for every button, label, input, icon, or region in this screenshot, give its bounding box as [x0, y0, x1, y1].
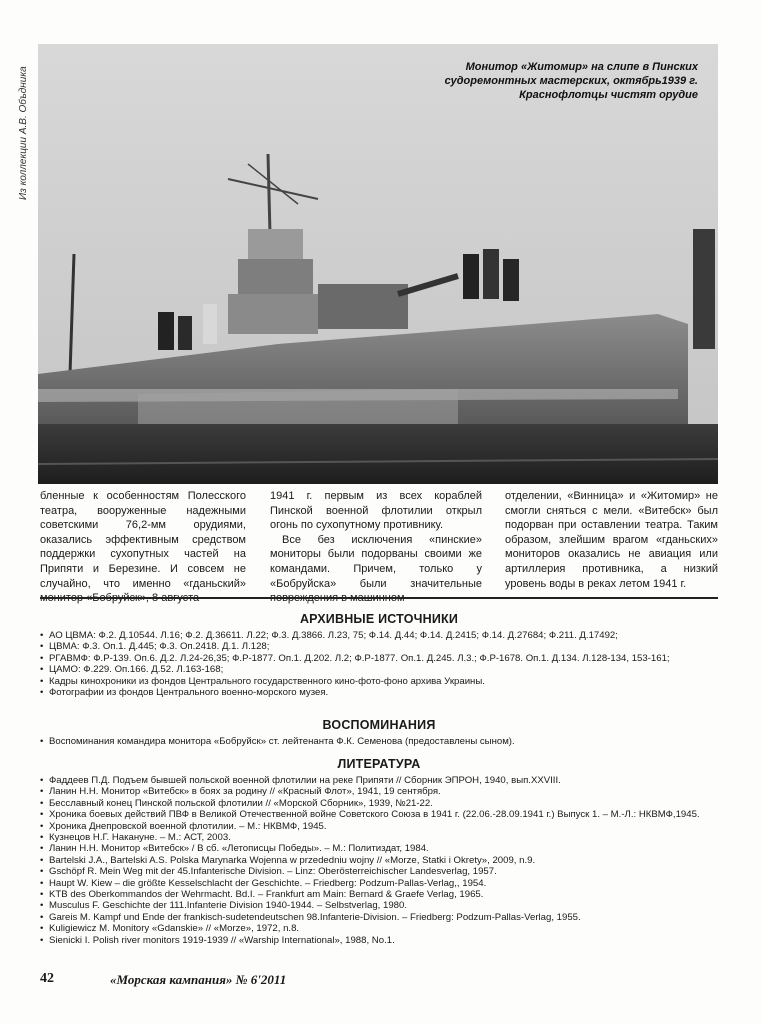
- section-title: ВОСПОМИНАНИЯ: [322, 718, 436, 732]
- list-item: • Bartelski J.A., Bartelski A.S. Polska Marynarka Wojenna w przededniu wojny // «Morze, Statki i Okrety», 2009, n.9.: [40, 855, 718, 866]
- section-divider: [40, 597, 718, 599]
- article-paragraph: 1941 г. первым из всех кораблей Пинской военной флотилии открыл огонь по сухопутному противнику.: [270, 490, 482, 532]
- list-item: • Gareis M. Kampf und Ende der frankisch-sudetendeutschen 98.Infanterie-Division. – Friedberg: Podzum-Pallas-Verlag, 1955.: [40, 912, 718, 923]
- article-paragraph: отделении, «Винница» и «Житомир» не смогли сняться с мели. «Витебск» был подорван при оставлении театра. Таким образом, злейшим врагом «гданьских» мониторов оказались не авиация или артиллерия противника, а низкий уровень воды в реках летом 1941 г.: [505, 490, 718, 590]
- memoirs-list: [40, 736, 718, 747]
- caption-line: судоремонтных мастерских, октябрь1939 г.: [444, 75, 698, 87]
- list-item: • ЦАМО: Ф.229. Оп.166. Д.52. Л.163-168;: [40, 664, 718, 675]
- list-item: • Кадры кинохроники из фондов Центрального государственного кино-фото-фоно архива Украины.: [40, 676, 718, 687]
- monitor-ship-illustration: [38, 44, 718, 484]
- literature-list: [40, 775, 718, 946]
- article-column-3: [505, 489, 718, 591]
- list-item: • Хроника боевых действий ПВФ в Великой Отечественной войне Советского Союза в 1941 г. (22.06.-28.09.1941 г.) Выпуск 1. – М.-Л.: НКВМФ,1945.: [40, 809, 718, 820]
- photo-credit: [18, 40, 32, 200]
- archives-section: [40, 612, 718, 698]
- list-item: • Kuligiewicz M. Monitory «Gdanskie» // «Morze», 1972, n.8.: [40, 923, 718, 934]
- list-item: • Фаддеев П.Д. Подъем бывшей польской военной флотилии на реке Припяти // Сборник ЭПРОН, 1940, вып.XXVIII.: [40, 775, 718, 786]
- list-item: • ЦВМА: Ф.3. Оп.1. Д.445; Ф.3. Оп.2418. Д.1. Л.128;: [40, 641, 718, 652]
- section-title: ЛИТЕРАТУРА: [337, 757, 421, 771]
- list-item: • KTB des Oberkommandos der Wehrmacht. Bd.I. – Frankfurt am Main: Bernard & Graefe Verlag, 1965.: [40, 889, 718, 900]
- page-footer: [40, 971, 718, 989]
- list-item: • Хроника Днепровской военной флотилии. – М.: НКВМФ, 1945.: [40, 821, 718, 832]
- article-columns: [40, 489, 718, 605]
- magazine-title: «Морская кампания» № 6'2011: [110, 972, 287, 987]
- list-item: • Воспоминания командира монитора «Бобруйск» ст. лейтенанта Ф.К. Семенова (предоставлены сыном).: [40, 736, 718, 747]
- section-title: АРХИВНЫЕ ИСТОЧНИКИ: [299, 612, 459, 626]
- list-item: • Musculus F. Geschichte der 111.Infanterie Division 1940-1944. – Selbstverlag, 1980.: [40, 900, 718, 911]
- list-item: • РГАВМФ: Ф.Р-139. Оп.6. Д.2. Л.24-26,35; Ф.Р-1877. Оп.1. Д.202. Л.2; Ф.Р-1877. Оп.1. Д.245. Л.3.; Ф.Р-1678. Оп.1. Д.134. Л.128-134, 153-161;: [40, 653, 718, 664]
- archives-list: [40, 630, 718, 698]
- memoirs-section: [40, 718, 718, 747]
- list-item: • Gschöpf R. Mein Weg mit der 45.Infanterische Division. – Linz: Oberösterreichischer Landesverlag, 1957.: [40, 866, 718, 877]
- article-paragraph: Все без исключения «пинские» мониторы были подорваны своими же командами. Причем, только у «Бобруйска» были значительные повреждения в машинном: [270, 533, 482, 605]
- list-item: • АО ЦВМА: Ф.2. Д.10544. Л.16; Ф.2. Д.36611. Л.22; Ф.3. Д.3866. Л.23, 75; Ф.14. Д.44; Ф.14. Д.2415; Ф.14. Д.27684; Ф.211. Д.17492;: [40, 630, 718, 641]
- article-column-1: [40, 489, 246, 606]
- list-item: • Фотографии из фондов Центрального военно-морского музея.: [40, 687, 718, 698]
- list-item: • Ланин Н.Н. Монитор «Витебск» / В сб. «Летописцы Победы». – М.: Политиздат, 1984.: [40, 843, 718, 854]
- photo-credit-text: Из коллекции А.В. Объдника: [18, 66, 29, 200]
- monitor-photo: [38, 44, 718, 484]
- photo-caption: [368, 60, 698, 102]
- list-item: • Бесславный конец Пинской польской флотилии // «Морской Сборник», 1939, №21-22.: [40, 798, 718, 809]
- caption-line: Краснофлотцы чистят орудие: [519, 89, 698, 101]
- article-column-2: [270, 489, 482, 606]
- list-item: • Кузнецов Н.Г. Накануне. – М.: АСТ, 2003.: [40, 832, 718, 843]
- caption-line: Монитор «Житомир» на слипе в Пинских: [465, 61, 698, 73]
- list-item: • Sienicki I. Polish river monitors 1919-1939 // «Warship International», 1988, No.1.: [40, 935, 718, 946]
- page-number: 42: [40, 971, 54, 986]
- literature-section: [40, 757, 718, 946]
- list-item: • Ланин Н.Н. Монитор «Витебск» в боях за родину // «Красный Флот», 1941, 19 сентября.: [40, 786, 718, 797]
- list-item: • Haupt W. Kiew – die größte Kesselschlacht der Geschichte. – Friedberg: Podzum-Pallas-Verlag,, 1954.: [40, 878, 718, 889]
- article-paragraph: бленные к особенностям Полесского театра, вооруженные надежными советскими 76,2-мм орудиями, оказались эффективным средством поддержки сухопутных частей на Припяти и Березине. И совсем не случайно, что именно «гданьский» монитор «Бобруйск», 8 августа: [40, 490, 246, 605]
